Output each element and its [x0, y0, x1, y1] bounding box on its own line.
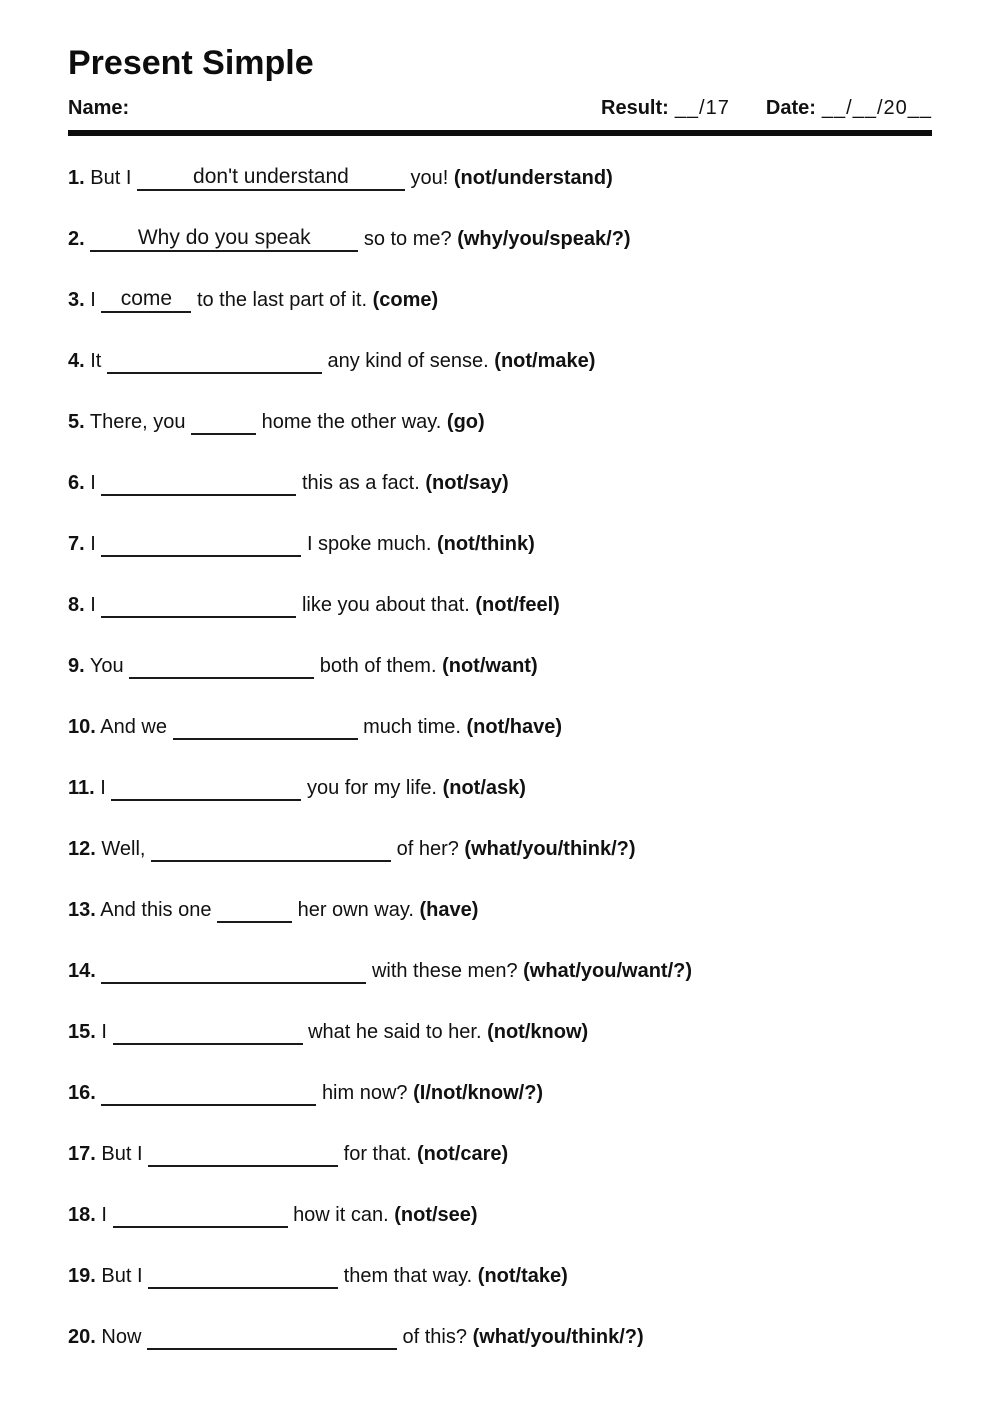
verb-hint: (not/ask): [442, 777, 526, 799]
question-row: [68, 1082, 932, 1106]
question-suffix: much time.: [363, 716, 461, 738]
question-prefix: But I: [101, 1265, 143, 1287]
answer-blank[interactable]: [101, 1082, 316, 1106]
result-date-group: [601, 97, 932, 120]
question-number: 20.: [68, 1326, 96, 1348]
question-suffix: them that way.: [343, 1265, 473, 1287]
question-number: 15.: [68, 1021, 96, 1043]
verb-hint: (not/know): [487, 1021, 589, 1043]
question-suffix: how it can.: [293, 1204, 389, 1226]
verb-hint: (not/feel): [475, 594, 560, 616]
question-row: [68, 289, 932, 313]
question-suffix: this as a fact.: [301, 472, 420, 494]
question-row: [68, 838, 932, 862]
question-row: [68, 655, 932, 679]
question-row: [68, 533, 932, 557]
question-prefix: But I: [90, 167, 132, 189]
answer-blank[interactable]: [101, 472, 296, 496]
question-suffix: her own way.: [297, 899, 414, 921]
result-field: [601, 97, 730, 120]
question-row: [68, 777, 932, 801]
question-suffix: him now?: [321, 1082, 408, 1104]
question-row: [68, 960, 932, 984]
answer-blank[interactable]: [101, 960, 366, 984]
question-prefix: I: [90, 472, 96, 494]
question-prefix: It: [90, 350, 102, 372]
question-row: [68, 472, 932, 496]
answer-blank[interactable]: [191, 411, 256, 435]
question-row: [68, 167, 932, 191]
question-row: [68, 1143, 932, 1167]
question-number: 5.: [68, 411, 85, 433]
answer-blank[interactable]: [107, 350, 322, 374]
answer-text: come: [120, 287, 173, 310]
question-prefix: And this one: [100, 899, 212, 921]
question-row: [68, 1265, 932, 1289]
date-label: Date:: [765, 97, 816, 119]
answer-blank[interactable]: [111, 777, 301, 801]
question-number: 4.: [68, 350, 85, 372]
question-suffix: I spoke much.: [306, 533, 432, 555]
question-suffix: to the last part of it.: [196, 289, 368, 311]
question-number: 12.: [68, 838, 96, 860]
verb-hint: (not/say): [425, 472, 509, 494]
question-number: 3.: [68, 289, 85, 311]
question-row: [68, 1326, 932, 1350]
question-row: [68, 411, 932, 435]
question-suffix: any kind of sense.: [327, 350, 489, 372]
question-number: 17.: [68, 1143, 96, 1165]
question-row: [68, 716, 932, 740]
answer-blank[interactable]: [90, 228, 358, 252]
question-suffix: of this?: [402, 1326, 467, 1348]
question-prefix: I: [90, 289, 96, 311]
question-prefix: Well,: [101, 838, 146, 860]
answer-text: Why do you speak: [137, 226, 311, 249]
question-suffix: with these men?: [371, 960, 518, 982]
answer-blank[interactable]: [101, 594, 296, 618]
result-blank[interactable]: __/17: [674, 97, 730, 119]
verb-hint: (not/see): [394, 1204, 478, 1226]
verb-hint: (why/you/speak/?): [457, 228, 631, 250]
question-number: 1.: [68, 167, 85, 189]
answer-blank[interactable]: [101, 289, 191, 313]
question-number: 14.: [68, 960, 96, 982]
verb-hint: (come): [372, 289, 439, 311]
verb-hint: (not/have): [466, 716, 563, 738]
verb-hint: (what/you/think/?): [464, 838, 636, 860]
question-suffix: home the other way.: [261, 411, 442, 433]
question-row: [68, 899, 932, 923]
answer-blank[interactable]: [101, 533, 301, 557]
question-number: 16.: [68, 1082, 96, 1104]
answer-blank[interactable]: [147, 1326, 397, 1350]
answer-blank[interactable]: [148, 1143, 338, 1167]
page-title: Present Simple: [68, 44, 314, 82]
question-prefix: And we: [100, 716, 167, 738]
question-prefix: I: [100, 777, 106, 799]
answer-text: don't understand: [193, 165, 349, 188]
verb-hint: (I/not/know/?): [413, 1082, 544, 1104]
question-prefix: I: [101, 1204, 107, 1226]
question-row: [68, 350, 932, 374]
answer-blank[interactable]: [113, 1021, 303, 1045]
question-number: 19.: [68, 1265, 96, 1287]
question-number: 2.: [68, 228, 85, 250]
question-suffix: what he said to her.: [308, 1021, 482, 1043]
date-blank[interactable]: __/__/20__: [821, 97, 932, 119]
answer-blank[interactable]: [113, 1204, 288, 1228]
question-number: 11.: [68, 777, 95, 799]
question-number: 18.: [68, 1204, 96, 1226]
answer-blank[interactable]: [217, 899, 292, 923]
question-suffix: for that.: [343, 1143, 412, 1165]
question-list: [68, 136, 932, 1350]
question-suffix: both of them.: [319, 655, 437, 677]
date-field: [766, 97, 932, 120]
verb-hint: (not/want): [442, 655, 538, 677]
verb-hint: (not/think): [437, 533, 535, 555]
question-suffix: you for my life.: [306, 777, 437, 799]
answer-blank[interactable]: [148, 1265, 338, 1289]
verb-hint: (not/understand): [453, 167, 613, 189]
answer-blank[interactable]: [151, 838, 391, 862]
question-row: [68, 228, 932, 252]
question-number: 9.: [68, 655, 85, 677]
verb-hint: (not/make): [494, 350, 596, 372]
question-number: 8.: [68, 594, 85, 616]
question-suffix: of her?: [396, 838, 459, 860]
question-prefix: You: [89, 655, 124, 677]
verb-hint: (not/care): [417, 1143, 509, 1165]
question-number: 10.: [68, 716, 96, 738]
question-prefix: Now: [101, 1326, 142, 1348]
question-prefix: I: [101, 1021, 107, 1043]
name-label: Name:: [68, 97, 130, 119]
answer-blank[interactable]: [137, 167, 405, 191]
question-prefix: I: [90, 533, 96, 555]
verb-hint: (go): [446, 411, 485, 433]
verb-hint: (what/you/want/?): [523, 960, 693, 982]
question-suffix: like you about that.: [301, 594, 470, 616]
question-row: [68, 1204, 932, 1228]
result-label: Result:: [601, 97, 669, 119]
question-suffix: you!: [410, 167, 449, 189]
question-prefix: I: [90, 594, 96, 616]
verb-hint: (not/take): [477, 1265, 568, 1287]
verb-hint: (what/you/think/?): [472, 1326, 644, 1348]
question-number: 6.: [68, 472, 85, 494]
question-number: 7.: [68, 533, 85, 555]
question-prefix: But I: [101, 1143, 143, 1165]
question-row: [68, 1021, 932, 1045]
worksheet-header-row: [68, 97, 932, 136]
question-number: 13.: [68, 899, 96, 921]
verb-hint: (have): [419, 899, 479, 921]
answer-blank[interactable]: [129, 655, 314, 679]
question-row: [68, 594, 932, 618]
question-prefix: There, you: [89, 411, 186, 433]
question-suffix: so to me?: [363, 228, 452, 250]
answer-blank[interactable]: [173, 716, 358, 740]
